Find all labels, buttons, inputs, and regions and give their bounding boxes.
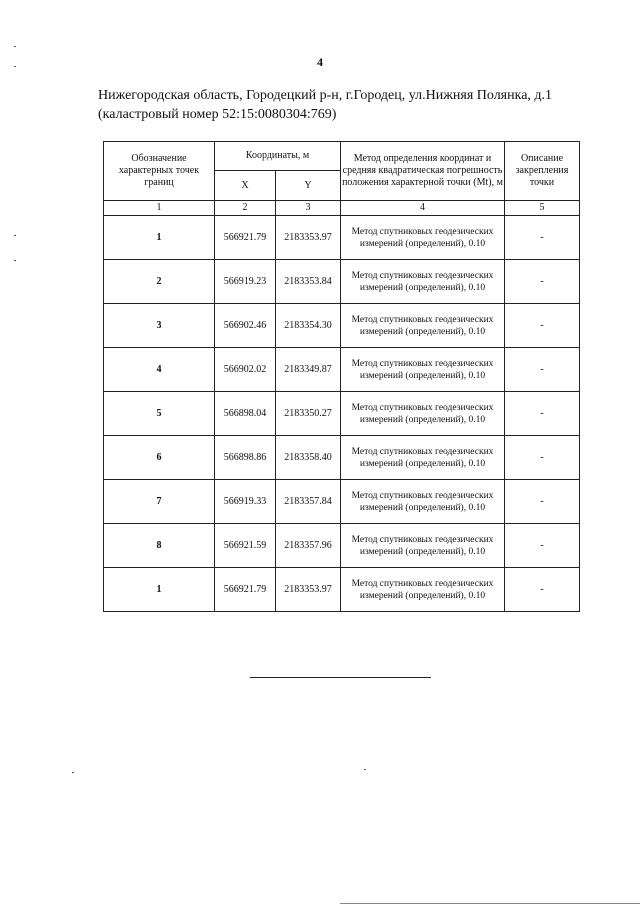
method-cell: Метод спутниковых геодезических измерений (определений), 0.10 bbox=[341, 524, 505, 568]
fixing-cell: - bbox=[505, 436, 580, 480]
page-number: 4 bbox=[317, 55, 323, 69]
fixing-cell: - bbox=[505, 480, 580, 524]
table-row bbox=[104, 568, 580, 612]
method-cell: Метод спутниковых геодезических измерений (определений), 0.10 bbox=[341, 260, 505, 304]
fixing-cell: - bbox=[505, 568, 580, 612]
method-cell: Метод спутниковых геодезических измерений (определений), 0.10 bbox=[341, 348, 505, 392]
method-cell: Метод спутниковых геодезических измерений (определений), 0.10 bbox=[341, 216, 505, 260]
point-number: 4 bbox=[104, 348, 215, 392]
column-number: 5 bbox=[505, 201, 580, 216]
method-cell: Метод спутниковых геодезических измерений (определений), 0.10 bbox=[341, 304, 505, 348]
scan-speck bbox=[14, 260, 16, 261]
x-coordinate: 566921.79 bbox=[215, 216, 276, 260]
fixing-cell: - bbox=[505, 392, 580, 436]
y-coordinate: 2183358.40 bbox=[276, 436, 341, 480]
scan-speck bbox=[72, 772, 74, 773]
y-coordinate: 2183353.84 bbox=[276, 260, 341, 304]
column-number: 4 bbox=[341, 201, 505, 216]
y-coordinate: 2183357.84 bbox=[276, 480, 341, 524]
header-y: Y bbox=[276, 171, 341, 201]
scan-speck bbox=[14, 66, 16, 67]
fixing-cell: - bbox=[505, 216, 580, 260]
y-coordinate: 2183354.30 bbox=[276, 304, 341, 348]
point-number: 1 bbox=[104, 216, 215, 260]
table-row bbox=[104, 348, 580, 392]
y-coordinate: 2183349.87 bbox=[276, 348, 341, 392]
y-coordinate: 2183350.27 bbox=[276, 392, 341, 436]
point-number: 7 bbox=[104, 480, 215, 524]
point-number: 8 bbox=[104, 524, 215, 568]
y-coordinate: 2183353.97 bbox=[276, 216, 341, 260]
method-cell: Метод спутниковых геодезических измерений (определений), 0.10 bbox=[341, 392, 505, 436]
x-coordinate: 566921.79 bbox=[215, 568, 276, 612]
x-coordinate: 566902.46 bbox=[215, 304, 276, 348]
column-number: 2 bbox=[215, 201, 276, 216]
header-point-designation: Обозначение характерных точек границ bbox=[104, 142, 215, 201]
point-number: 2 bbox=[104, 260, 215, 304]
y-coordinate: 2183353.97 bbox=[276, 568, 341, 612]
x-coordinate: 566921.59 bbox=[215, 524, 276, 568]
scan-speck bbox=[14, 235, 16, 236]
separator-line bbox=[250, 677, 431, 678]
point-number: 1 bbox=[104, 568, 215, 612]
table-row bbox=[104, 524, 580, 568]
x-coordinate: 566919.23 bbox=[215, 260, 276, 304]
address-block bbox=[98, 86, 598, 124]
method-cell: Метод спутниковых геодезических измерений (определений), 0.10 bbox=[341, 436, 505, 480]
scan-speck bbox=[14, 46, 16, 47]
header-fixing: Описание закрепления точки bbox=[505, 142, 580, 201]
column-number: 3 bbox=[276, 201, 341, 216]
column-numbers-row bbox=[104, 201, 580, 216]
point-number: 5 bbox=[104, 392, 215, 436]
column-number: 1 bbox=[104, 201, 215, 216]
x-coordinate: 566919.33 bbox=[215, 480, 276, 524]
fixing-cell: - bbox=[505, 524, 580, 568]
point-number: 3 bbox=[104, 304, 215, 348]
table-row bbox=[104, 260, 580, 304]
method-cell: Метод спутниковых геодезических измерений (определений), 0.10 bbox=[341, 480, 505, 524]
method-cell: Метод спутниковых геодезических измерений (определений), 0.10 bbox=[341, 568, 505, 612]
header-x: X bbox=[215, 171, 276, 201]
header-method: Метод определения координат и средняя квадратическая погрешность положения характерной точки (Mt), м bbox=[341, 142, 505, 201]
y-coordinate: 2183357.96 bbox=[276, 524, 341, 568]
point-number: 6 bbox=[104, 436, 215, 480]
x-coordinate: 566902.02 bbox=[215, 348, 276, 392]
table-row bbox=[104, 304, 580, 348]
fixing-cell: - bbox=[505, 304, 580, 348]
coordinates-table bbox=[103, 141, 580, 612]
table-row bbox=[104, 392, 580, 436]
table-row bbox=[104, 216, 580, 260]
fixing-cell: - bbox=[505, 348, 580, 392]
fixing-cell: - bbox=[505, 260, 580, 304]
x-coordinate: 566898.04 bbox=[215, 392, 276, 436]
table-row bbox=[104, 436, 580, 480]
scan-edge bbox=[340, 903, 640, 904]
cadastral-number: (каластровый номер 52:15:0080304:769) bbox=[98, 107, 337, 122]
table-row bbox=[104, 480, 580, 524]
address-line: Нижегородская область, Городецкий р-н, г.Городец, ул.Нижняя Полянка, д.1 bbox=[98, 88, 553, 103]
header-coordinates: Координаты, м bbox=[215, 142, 341, 171]
x-coordinate: 566898.86 bbox=[215, 436, 276, 480]
scan-speck bbox=[364, 769, 366, 770]
